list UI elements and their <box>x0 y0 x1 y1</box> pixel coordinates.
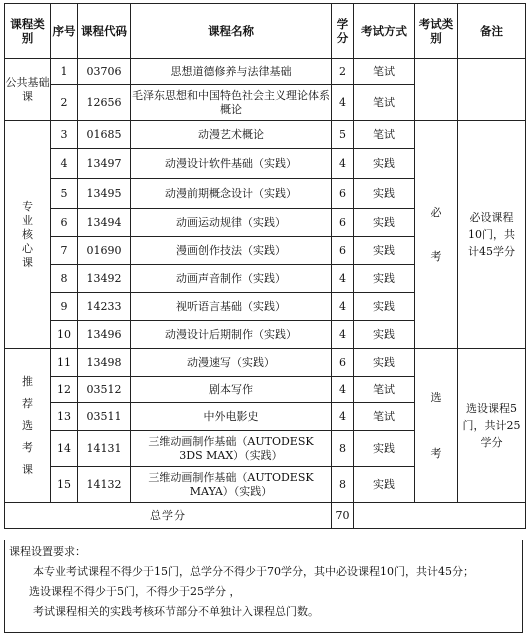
code-cell: 13492 <box>78 265 131 293</box>
header-exam-mode: 考试方式 <box>354 4 415 59</box>
name-cell: 动漫速写（实践） <box>131 349 332 377</box>
seq-cell: 15 <box>51 467 78 503</box>
total-empty <box>354 503 526 529</box>
header-category: 课程类别 <box>5 4 51 59</box>
name-cell: 动漫设计后期制作（实践） <box>131 321 332 349</box>
code-cell: 13497 <box>78 149 131 179</box>
credit-cell: 4 <box>332 293 354 321</box>
credit-cell: 6 <box>332 179 354 209</box>
table-row <box>5 59 526 85</box>
code-cell: 13494 <box>78 209 131 237</box>
name-cell: 动漫艺术概论 <box>131 121 332 149</box>
seq-cell: 14 <box>51 431 78 467</box>
header-row <box>5 4 526 59</box>
mode-cell: 实践 <box>354 209 415 237</box>
name-cell: 动画声音制作（实践） <box>131 265 332 293</box>
header-name: 课程名称 <box>131 4 332 59</box>
seq-cell: 2 <box>51 85 78 121</box>
table-row <box>5 349 526 377</box>
mode-cell: 笔试 <box>354 121 415 149</box>
code-cell: 03706 <box>78 59 131 85</box>
seq-cell: 5 <box>51 179 78 209</box>
name-cell: 剧本写作 <box>131 377 332 403</box>
group-public: 公共基础课 <box>5 59 51 121</box>
seq-cell: 7 <box>51 237 78 265</box>
credit-cell: 8 <box>332 431 354 467</box>
notes-line-1: 本专业考试课程不得少于15门，总学分不得少于70学分，其中必设课程10门，共计45分； <box>33 565 474 578</box>
code-cell: 13495 <box>78 179 131 209</box>
credit-cell: 6 <box>332 349 354 377</box>
code-cell: 03511 <box>78 403 131 431</box>
code-cell: 13496 <box>78 321 131 349</box>
seq-cell: 11 <box>51 349 78 377</box>
name-cell: 动漫前期概念设计（实践） <box>131 179 332 209</box>
remark-empty <box>458 59 526 121</box>
name-cell: 中外电影史 <box>131 403 332 431</box>
seq-cell: 1 <box>51 59 78 85</box>
name-cell: 漫画创作技法（实践） <box>131 237 332 265</box>
seq-cell: 12 <box>51 377 78 403</box>
mode-cell: 实践 <box>354 431 415 467</box>
mode-cell: 笔试 <box>354 85 415 121</box>
code-cell: 03512 <box>78 377 131 403</box>
exam-type-required: 必考 <box>415 121 458 349</box>
name-cell: 三维动画制作基础（AUTODESK MAYA）（实践） <box>131 467 332 503</box>
mode-cell: 实践 <box>354 293 415 321</box>
exam-type-empty <box>415 59 458 121</box>
header-credit: 学分 <box>332 4 354 59</box>
header-exam-type: 考试类别 <box>415 4 458 59</box>
credit-cell: 2 <box>332 59 354 85</box>
header-seq: 序号 <box>51 4 78 59</box>
notes-title: 课程设置要求： <box>9 545 86 558</box>
mode-cell: 实践 <box>354 321 415 349</box>
seq-cell: 10 <box>51 321 78 349</box>
total-row <box>5 503 526 529</box>
name-cell: 毛泽东思想和中国特色社会主义理论体系概论 <box>131 85 332 121</box>
mode-cell: 实践 <box>354 265 415 293</box>
notes-line-2: 选设课程不得少于5门，不得少于25学分 ， <box>29 585 241 598</box>
code-cell: 14233 <box>78 293 131 321</box>
credit-cell: 4 <box>332 403 354 431</box>
group-major: 专业核心课 <box>5 121 51 349</box>
seq-cell: 8 <box>51 265 78 293</box>
mode-cell: 实践 <box>354 149 415 179</box>
code-cell: 14131 <box>78 431 131 467</box>
course-table <box>4 3 526 529</box>
total-label: 总学分 <box>5 503 332 529</box>
code-cell: 01685 <box>78 121 131 149</box>
seq-cell: 9 <box>51 293 78 321</box>
seq-cell: 4 <box>51 149 78 179</box>
seq-cell: 13 <box>51 403 78 431</box>
name-cell: 动画运动规律（实践） <box>131 209 332 237</box>
credit-cell: 6 <box>332 209 354 237</box>
credit-cell: 4 <box>332 149 354 179</box>
credit-cell: 4 <box>332 377 354 403</box>
mode-cell: 笔试 <box>354 377 415 403</box>
code-cell: 12656 <box>78 85 131 121</box>
name-cell: 视听语言基础（实践） <box>131 293 332 321</box>
header-code: 课程代码 <box>78 4 131 59</box>
name-cell: 三维动画制作基础（AUTODESK 3DS MAX）（实践） <box>131 431 332 467</box>
seq-cell: 3 <box>51 121 78 149</box>
credit-cell: 8 <box>332 467 354 503</box>
mode-cell: 实践 <box>354 179 415 209</box>
credit-cell: 6 <box>332 237 354 265</box>
mode-cell: 笔试 <box>354 59 415 85</box>
mode-cell: 笔试 <box>354 403 415 431</box>
notes-line-3: 考试课程相关的实践考核环节部分不单独计入课程总门数。 <box>33 605 319 618</box>
credit-cell: 4 <box>332 321 354 349</box>
mode-cell: 实践 <box>354 349 415 377</box>
code-cell: 14132 <box>78 467 131 503</box>
credit-cell: 4 <box>332 85 354 121</box>
group-elective: 推荐选考课 <box>5 349 51 503</box>
remark-required: 必设课程10门，共计45学分 <box>458 121 526 349</box>
name-cell: 动漫设计软件基础（实践） <box>131 149 332 179</box>
code-cell: 13498 <box>78 349 131 377</box>
header-remark: 备注 <box>458 4 526 59</box>
remark-elective: 选设课程5门，共计25学分 <box>458 349 526 503</box>
seq-cell: 6 <box>51 209 78 237</box>
code-cell: 01690 <box>78 237 131 265</box>
mode-cell: 实践 <box>354 237 415 265</box>
name-cell: 思想道德修养与法律基础 <box>131 59 332 85</box>
credit-cell: 4 <box>332 265 354 293</box>
exam-type-elective: 选考 <box>415 349 458 503</box>
table-row <box>5 121 526 149</box>
course-notes <box>4 540 523 633</box>
mode-cell: 实践 <box>354 467 415 503</box>
credit-cell: 5 <box>332 121 354 149</box>
total-value: 70 <box>332 503 354 529</box>
